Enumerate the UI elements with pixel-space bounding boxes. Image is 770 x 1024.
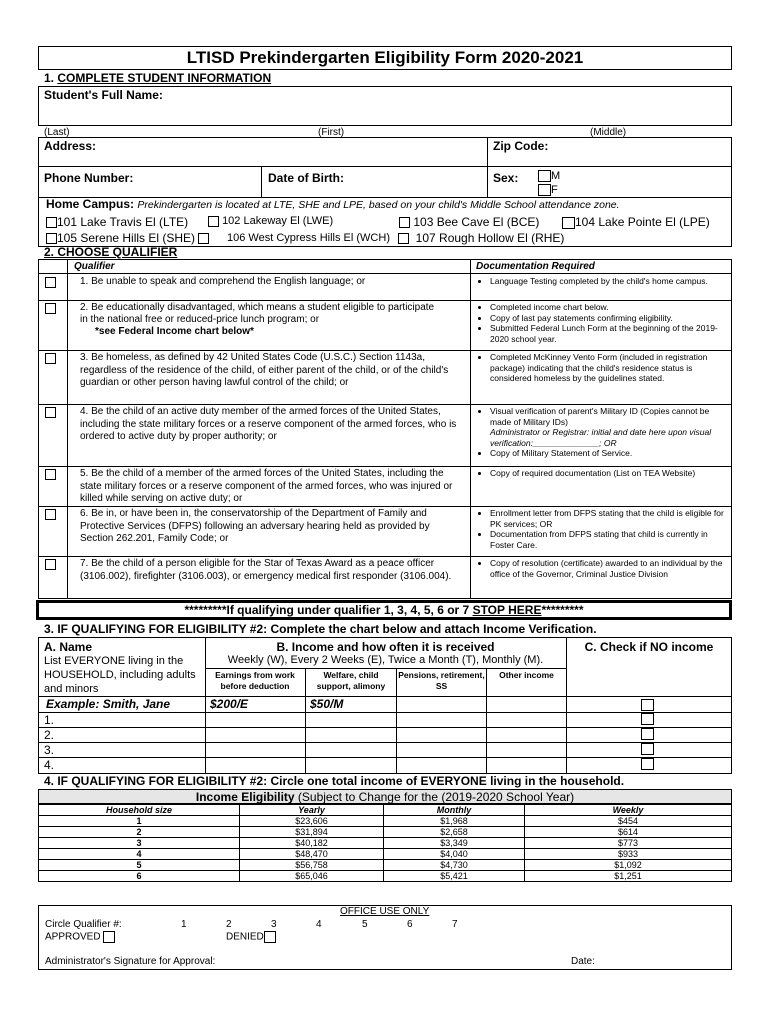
qualifier-num-1[interactable]: 1: [181, 919, 187, 930]
approved-option[interactable]: [45, 931, 115, 943]
yearly[interactable]: $48,470: [240, 849, 384, 860]
denied-checkbox[interactable]: [264, 931, 276, 943]
monthly[interactable]: $4,040: [384, 849, 525, 860]
middle-label: (Middle): [590, 127, 627, 138]
student-name-label: Student's Full Name:: [44, 88, 163, 102]
weekly[interactable]: $614: [525, 827, 732, 838]
sex-m-option[interactable]: [538, 170, 560, 182]
household-row-2[interactable]: 2.: [44, 728, 55, 742]
col-monthly: Monthly: [384, 805, 525, 816]
qualifier-2-checkbox[interactable]: [45, 303, 56, 314]
row-line: [38, 300, 732, 301]
q4-doc-text: Visual verification of parent's Military ID (Copies cannot be made of Military IDs): [490, 406, 710, 427]
header-line: [205, 668, 566, 669]
household-size: 2: [39, 827, 240, 838]
income-row-1[interactable]: [39, 816, 732, 827]
row-2-no-income-checkbox[interactable]: [641, 728, 654, 740]
qualifier-3-text: 3. Be homeless, as defined by 42 United States Code (U.S.C.) Section 1143a, regardless of the residence of the child, of either parent of the child, or of the child's guardian or other person having lawful control of the child; or: [80, 352, 449, 388]
qualifier-2-text: [80, 302, 440, 338]
sex-m-checkbox[interactable]: [538, 170, 551, 182]
yearly[interactable]: $31,894: [240, 827, 384, 838]
col-a-desc: List EVERYONE living in the HOUSEHOLD, including adults and minors: [44, 655, 196, 695]
q3-doc-item: • Completed McKinney Vento Form (included in registration package) indicating that the child's residence status is considered homeless by the guidelines stated.: [490, 352, 728, 384]
stop-stars: *********: [541, 603, 584, 617]
qualifier-4-doc: [474, 406, 728, 459]
row-line: [38, 556, 732, 557]
row-4-no-income-checkbox[interactable]: [641, 758, 654, 770]
campus-lte-label: 101 Lake Travis El (LTE): [57, 215, 189, 229]
campus-option-wch[interactable]: [227, 232, 390, 244]
qualifier-7-checkbox[interactable]: [45, 559, 56, 570]
campus-lpe-label: 104 Lake Pointe El (LPE): [575, 215, 710, 229]
col-b-title: B. Income and how often it is received: [276, 640, 495, 654]
yearly[interactable]: $23,606: [240, 816, 384, 827]
qualifier-3-checkbox[interactable]: [45, 353, 56, 364]
row-line: [38, 466, 732, 467]
stop-here: STOP HERE: [472, 603, 542, 617]
col-b-desc: Weekly (W), Every 2 Weeks (E), Twice a Month (T), Monthly (M).: [227, 654, 544, 666]
sex-label: Sex:: [493, 171, 519, 185]
row-3-no-income-checkbox[interactable]: [641, 743, 654, 755]
campus-label: Home Campus:: [46, 197, 135, 211]
qualifier-5-doc: [474, 468, 728, 479]
col-a-title: A. Name: [44, 640, 93, 654]
q1-doc-item: • Language Testing completed by the child's home campus.: [490, 276, 728, 287]
qualifier-num-4[interactable]: 4: [316, 919, 322, 930]
circle-qualifier-label: Circle Qualifier #:: [45, 919, 122, 930]
stop-text: *********If qualifying under qualifier 1, 3, 4, 5, 6 or 7: [184, 603, 473, 617]
col-c-title: C. Check if NO income: [584, 640, 714, 654]
campus-lwe-checkbox[interactable]: [208, 216, 219, 227]
income-row-4[interactable]: [39, 849, 732, 860]
campus-lte-checkbox[interactable]: [46, 217, 57, 228]
campus-heading: [46, 197, 620, 211]
qualifier-1-doc: [474, 276, 728, 287]
income-chart-title: [38, 790, 732, 804]
section4-heading: 4. IF QUALIFYING FOR ELIGIBILITY #2: Circle one total income of EVERYONE living in the household.: [44, 774, 625, 788]
household-row-4[interactable]: 4.: [44, 758, 55, 772]
qualifier-num-7[interactable]: 7: [452, 919, 458, 930]
example-welfare: $50/M: [310, 697, 344, 711]
qualifier-4-text: 4. Be the child of an active duty member of the armed forces of the United States, including the state military forces or a reserve component of the armed forces, who is ordered to active duty by proper authority; or: [80, 406, 457, 442]
q4-doc-item: [490, 406, 728, 448]
campus-option-lwe[interactable]: [208, 215, 333, 227]
example-earnings: $200/E: [210, 697, 249, 711]
campus-rhe-checkbox[interactable]: [398, 233, 409, 244]
campus-bce-label: 103 Bee Cave El (BCE): [413, 215, 540, 229]
campus-wch-label: 106 West Cypress Hills El (WCH): [227, 232, 390, 244]
header-row-line: [38, 273, 732, 274]
col-household-size: Household size: [39, 805, 240, 816]
campus-option-she[interactable]: [46, 231, 209, 245]
col-line: [486, 668, 487, 774]
first-label: (First): [318, 127, 345, 138]
campus-lpe-checkbox[interactable]: [562, 217, 575, 229]
campus-option-bce[interactable]: [399, 215, 539, 229]
qualifier-col-divider: [67, 259, 68, 599]
qualifier-2-doc: [474, 302, 728, 344]
weekly[interactable]: $1,092: [525, 860, 732, 871]
qualifier-7-text: 7. Be the child of a person eligible for the Star of Texas Award as a peace officer (3106.002), firefighter (3106.003), or emergency medical first responder (3106.004).: [80, 558, 452, 582]
income-row-5[interactable]: [39, 860, 732, 871]
income-chart-header-row: [39, 805, 732, 816]
q2-doc-item: • Submitted Federal Lunch Form at the beginning of the 2019-2020 school year.: [490, 323, 728, 344]
example-no-income-checkbox[interactable]: [641, 699, 654, 711]
section1-heading: [44, 71, 271, 85]
address-label: Address:: [44, 139, 97, 153]
income-chart-table: [38, 804, 732, 882]
yearly[interactable]: $56,758: [240, 860, 384, 871]
campus-she-checkbox[interactable]: [46, 233, 57, 244]
row-1-no-income-checkbox[interactable]: [641, 713, 654, 725]
household-size: 5: [39, 860, 240, 871]
campus-option-rhe[interactable]: [398, 231, 564, 245]
doc-col-divider: [470, 259, 471, 599]
q2-doc-item: • Copy of last pay statements confirming eligibility.: [490, 313, 728, 324]
row-line: [38, 742, 732, 743]
qualifier-6-text: 6. Be in, or have been in, the conservatorship of the Department of Family and Protective Services (DFPS) following an adversary hearing held as provided by Section 262.201, Family Code; or: [80, 508, 430, 544]
weekly[interactable]: $1,251: [525, 871, 732, 882]
row-line: [38, 712, 732, 713]
col-pensions-header: Pensions, retirement, SS: [398, 670, 485, 691]
stop-banner: [36, 600, 732, 620]
page-title: LTISD Prekindergarten Eligibility Form 2020-2021: [186, 48, 584, 67]
zip-label: Zip Code:: [493, 139, 549, 153]
qualifier-3-doc: [474, 352, 728, 384]
phone-label: Phone Number:: [44, 171, 134, 185]
sex-m-label: M: [551, 170, 561, 182]
denied-option[interactable]: [226, 931, 276, 943]
col-welfare-header: Welfare, child support, alimony: [316, 670, 386, 691]
household-row-3[interactable]: 3.: [44, 743, 55, 757]
household-size: 3: [39, 838, 240, 849]
income-chart-title-note: (Subject to Change for the (2019-2020 School Year): [297, 790, 575, 804]
row-line: [38, 506, 732, 507]
row-line: [38, 727, 732, 728]
row-line: [38, 757, 732, 758]
col-weekly: Weekly: [525, 805, 732, 816]
denied-label: DENIED: [226, 931, 264, 943]
signature-label: Administrator's Signature for Approval:: [45, 956, 216, 967]
col-line: [566, 637, 567, 774]
campus-bce-checkbox[interactable]: [399, 217, 410, 228]
campus-wch-checkbox[interactable]: [198, 233, 209, 244]
row-line: [38, 404, 732, 405]
campus-option-lte[interactable]: [46, 215, 188, 229]
monthly[interactable]: $2,658: [384, 827, 525, 838]
example-name: Example: Smith, Jane: [46, 697, 171, 711]
weekly[interactable]: $454: [525, 816, 732, 827]
qualifier-1-text: 1. Be unable to speak and comprehend the English language; or: [80, 276, 366, 287]
qualifier-num-6[interactable]: 6: [407, 919, 413, 930]
campus-option-lpe[interactable]: [562, 215, 710, 229]
sex-field: [487, 166, 732, 198]
doc-col-header: Documentation Required: [476, 261, 595, 272]
q4-doc-initial: Administrator or Registrar: initial and date here upon visual verification:______________; OR: [490, 427, 712, 448]
campus-lwe-label: 102 Lakeway El (LWE): [222, 215, 334, 227]
col-yearly: Yearly: [240, 805, 384, 816]
income-row-2[interactable]: [39, 827, 732, 838]
approved-label: APPROVED: [45, 931, 101, 943]
weekly[interactable]: $773: [525, 838, 732, 849]
qualifier-5-checkbox[interactable]: [45, 469, 56, 480]
household-row-1[interactable]: 1.: [44, 713, 55, 727]
sex-f-option[interactable]: [538, 184, 558, 196]
sex-f-label: F: [551, 184, 558, 196]
q7-doc-item: • Copy of resolution (certificate) awarded to an individual by the office of the Governor, Criminal Justice Division: [490, 558, 728, 579]
dob-label: Date of Birth:: [268, 171, 344, 185]
section1-num: 1.: [44, 71, 55, 85]
campus-note: Prekindergarten is located at LTE, SHE and LPE, based on your child's Middle School attendance zone.: [137, 199, 620, 211]
q6-doc-item: • Documentation from DFPS stating that child is currently in Foster Care.: [490, 529, 728, 550]
household-size: 1: [39, 816, 240, 827]
q5-doc-item: • Copy of required documentation (List on TEA Website): [490, 468, 728, 479]
date-label: Date:: [571, 956, 595, 967]
qualifier-2-note: *see Federal Income chart below*: [95, 326, 254, 337]
yearly[interactable]: $65,046: [240, 871, 384, 882]
qualifier-5-text: 5. Be the child of a member of the armed forces of the United States, including the state military forces or a reserve component of the armed forces, who was injured or killed while serving on active duty; or: [80, 468, 453, 504]
col-earnings-header: Earnings from work before deduction: [215, 670, 295, 691]
qualifier-6-doc: [474, 508, 728, 550]
campus-she-label: 105 Serene Hills El (SHE): [57, 231, 196, 245]
qualifier-num-2[interactable]: 2: [226, 919, 232, 930]
qualifier-4-checkbox[interactable]: [45, 407, 56, 418]
office-use-title: OFFICE USE ONLY: [340, 906, 430, 917]
sex-f-checkbox[interactable]: [538, 184, 551, 196]
monthly[interactable]: $5,421: [384, 871, 525, 882]
household-size: 4: [39, 849, 240, 860]
monthly[interactable]: $3,349: [384, 838, 525, 849]
monthly[interactable]: $1,968: [384, 816, 525, 827]
section3-heading: 3. IF QUALIFYING FOR ELIGIBILITY #2: Complete the chart below and attach Income Verification.: [44, 622, 597, 636]
row-line: [38, 350, 732, 351]
qualifier-num-3[interactable]: 3: [271, 919, 277, 930]
q6-doc-item: • Enrollment letter from DFPS stating that the child is eligible for PK services; OR: [490, 508, 728, 529]
income-row-3[interactable]: [39, 838, 732, 849]
yearly[interactable]: $40,182: [240, 838, 384, 849]
qualifier-1-checkbox[interactable]: [45, 277, 56, 288]
q4-doc-item: • Copy of Military Statement of Service.: [490, 448, 728, 459]
address-field[interactable]: [38, 137, 488, 167]
household-size: 6: [39, 871, 240, 882]
qualifier-2-main: 2. Be educationally disadvantaged, which means a student eligible to participate in the national free or reduced-price lunch program; or: [80, 302, 435, 325]
last-label: (Last): [44, 127, 70, 138]
income-chart-title-bold: Income Eligibility: [195, 790, 295, 804]
qualifier-6-checkbox[interactable]: [45, 509, 56, 520]
qualifier-col-header: Qualifier: [74, 261, 115, 272]
q2-doc-item: • Completed income chart below.: [490, 302, 728, 313]
col-other-header: Other income: [499, 670, 554, 680]
section1-title: COMPLETE STUDENT INFORMATION: [57, 71, 272, 85]
section2-heading: 2. CHOOSE QUALIFIER: [44, 245, 178, 259]
income-row-6[interactable]: [39, 871, 732, 882]
qualifier-7-doc: [474, 558, 728, 579]
qualifier-num-5[interactable]: 5: [362, 919, 368, 930]
monthly[interactable]: $4,730: [384, 860, 525, 871]
weekly[interactable]: $933: [525, 849, 732, 860]
approved-checkbox[interactable]: [103, 931, 115, 943]
campus-rhe-label: 107 Rough Hollow El (RHE): [415, 231, 565, 245]
